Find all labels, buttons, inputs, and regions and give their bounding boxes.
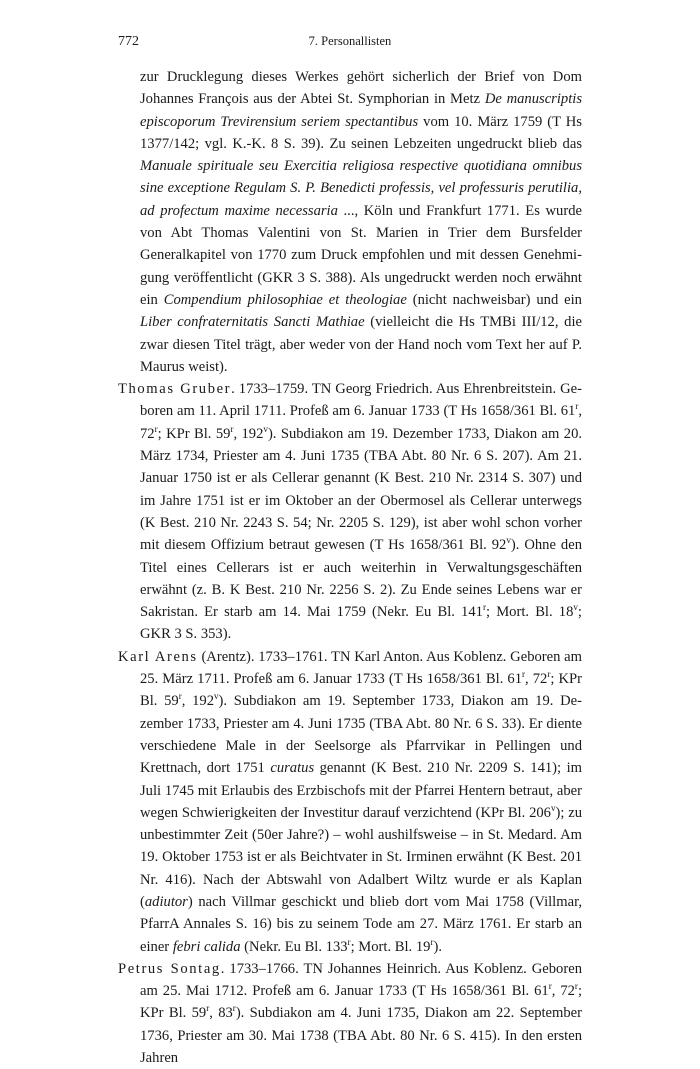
italic-title: Compendium philosophiae et theologiae xyxy=(163,291,407,308)
text-segment: ; Mort. Bl. 18 xyxy=(485,604,574,621)
folio-superscript: r xyxy=(548,981,552,992)
text-segment: , 72 xyxy=(551,983,575,1000)
text-segment: ). Subdiakon am 19. Dezember 1733, Diakon am 20. März 1734, Priester am 4. Juni 1735 (TBA Abt. 80 Nr. 6 S. 207). Am 21. Januar 1750 ist er als Cellerar genannt (K Best. 210 Nr. 2314 S. 307) und im Jahre 1751 ist er im Oktober an der Obermosel als Cellerar unterwegs (K Best. 210 Nr. 2243 S. 54; Nr. 2205 S. 129), ist aber wohl schon vorher mit diesem Offizium betraut gewesen (T Hs 1658/361 Bl. 92 xyxy=(140,425,583,554)
italic-title: De manuscriptis episcoporum Trevirensium seriem spectantibus xyxy=(140,91,582,130)
italic-title: curatus xyxy=(270,760,315,777)
text-segment: . 1733–1766. TN Johannes Heinrich. Aus Koblenz. Geboren am 25. Mai 1712. Profeß am 6. Januar 1733 (T Hs 1658/361 Bl. 61 xyxy=(140,960,582,1000)
folio-superscript: r xyxy=(230,423,234,434)
text-segment: (nicht nachweisbar) und ein xyxy=(406,291,582,308)
text-segment: ; KPr Bl. 59 xyxy=(157,425,231,442)
text-segment: , 72 xyxy=(525,671,548,688)
folio-superscript: v xyxy=(573,602,578,613)
text-segment: (Nekr. Eu Bl. 133 xyxy=(240,938,348,955)
page-number: 772 xyxy=(118,34,139,49)
text-segment: ; Mort. Bl. 19 xyxy=(350,938,431,955)
person-entry xyxy=(118,646,582,958)
text-segment: , 83 xyxy=(209,1005,233,1022)
italic-title: Liber confraternitatis Sancti Mathiae xyxy=(140,314,365,331)
folio-superscript: r xyxy=(206,1003,210,1014)
italic-title: adiutor xyxy=(144,893,188,910)
text-segment: (Arentz). 1733–1761. TN Karl Anton. Aus Koblenz. Geboren am 25. März 1711. Profeß am 6. Januar 1733 (T Hs 1658/361 Bl. 61 xyxy=(140,648,582,688)
entry-name: Karl Arens xyxy=(118,648,198,665)
text-segment: , 72 xyxy=(140,403,582,442)
text-segment: ). Subdiakon am 19. September 1733, Diakon am 19. Dezember 1733, Priester am 4. Juni 1735 (TBA Abt. 80 Nr. 6 S. 33). Er diente verschiedene Male in der Seelsorge als Pfarrvikar in Pellingen und Krettnach, dort 1751 xyxy=(140,693,583,777)
folio-superscript: r xyxy=(178,691,182,702)
text-segment: ); zu unbestimmter Zeit (50er Jahre?) – wohl aushilfsweise – in St. Medard. Am 19. Oktober 1753 ist er als Beichtvater in St. Irminen erwähnt (K Best. 201 Nr. 416). Nach der Abtswahl von Adalbert Wiltz wurde er als Kaplan ( xyxy=(140,804,582,910)
italic-title: Manuale spirituale seu Exercitia religiosa respective quotidiana omnibus sine exceptione Regulam S. P. Benedicti professis, vel professuris perutilia, ad profectum maxime necessaria xyxy=(140,158,582,219)
text-segment: , 192 xyxy=(233,425,264,442)
text-segment: , 192 xyxy=(181,693,214,710)
folio-superscript: r xyxy=(154,423,158,434)
text-segment: ). xyxy=(433,938,442,955)
italic-title: febri calida xyxy=(172,938,241,955)
text-segment: ). Subdiakon am 4. Juni 1735, Diakon am 22. September 1736, Priester am 30. Mai 1738 (TBA Abt. 80 Nr. 6 S. 415). In den ersten Jahren xyxy=(140,1005,583,1067)
folio-superscript: v xyxy=(550,802,556,813)
person-entry xyxy=(118,958,582,1069)
folio-superscript: r xyxy=(482,602,486,613)
text-segment: ; KPr Bl. 59 xyxy=(140,983,582,1022)
text-segment: (vielleicht die Hs TMBi III/12, die zwar diesen Titel trägt, aber weder von der Hand noch vom Text her auf P. Maurus weist). xyxy=(140,314,582,375)
text-segment: ; KPr Bl. 59 xyxy=(140,671,582,710)
text-segment: ..., Köln und Frankfurt 1771. Es wurde von Abt Thomas Valentini von St. Marien in Trier dem Bursfelder Generalkapitel von 1770 zum Druck empfohlen und mit dessen Genehmigung veröffentlicht (GKR 3 S. 388). Als ungedruckt werden noch erwähnt ein xyxy=(140,202,582,308)
text-segment: . 1733–1759. TN Georg Friedrich. Aus Ehrenbreitstein. Geboren am 11. April 1711. Profeß am 6. Januar 1733 (T Hs 1658/361 Bl. 61 xyxy=(140,381,582,420)
text-segment: ). Ohne den Titel eines Cellerars ist er auch weiterhin in Verwaltungsgeschäften erwähnt (z. B. K Best. 210 Nr. 2256 S. 2). Zu Ende seines Lebens war er Sakristan. Er starb am 14. Mai 1759 (Nekr. Eu Bl. 141 xyxy=(140,537,582,621)
text-segment: genannt (K Best. 210 Nr. 2209 S. 141); im Juli 1745 mit Erlaubis des Erzbischofs mit der Pfarrei Hentern betraut, aber wegen Schwierigkeiten der Investitur darauf verzichtend (KPr Bl. 206 xyxy=(140,760,582,821)
body-text xyxy=(118,66,582,1069)
folio-superscript: v xyxy=(214,691,219,702)
folio-superscript: r xyxy=(430,936,434,947)
person-entry xyxy=(118,378,582,646)
folio-superscript: r xyxy=(547,669,551,680)
folio-superscript: r xyxy=(522,669,526,680)
folio-superscript: v xyxy=(506,535,511,546)
text-segment: zur Drucklegung dieses Werkes gehört sicherlich der Brief von Dom Johannes François aus der Abtei St. Symphorian in Metz xyxy=(140,69,582,108)
entry-name: Thomas Gruber xyxy=(118,381,232,398)
text-segment: vom 10. März 1759 (T Hs 1377/142; vgl. K.-K. 8 S. 39). Zu seinen Lebzeiten ungedruckt blieb das xyxy=(140,113,582,152)
folio-superscript: r xyxy=(347,936,351,947)
running-head: 7. Personallisten xyxy=(308,34,392,48)
text-segment: ) nach Villmar geschickt und blieb dort vom Mai 1758 (Villmar, PfarrA Annales S. 16) bis zu seinem Tode am 27. März 1761. Er starb an einer xyxy=(140,893,582,955)
text-segment: ; GKR 3 S. 353). xyxy=(140,604,582,643)
folio-superscript: r xyxy=(575,401,579,412)
folio-superscript: r xyxy=(574,981,578,992)
folio-superscript: v xyxy=(263,423,268,434)
entry-name: Petrus Sontag xyxy=(118,960,221,977)
folio-superscript: r xyxy=(232,1003,236,1014)
continuation-paragraph xyxy=(118,66,582,378)
page-header xyxy=(118,34,582,54)
